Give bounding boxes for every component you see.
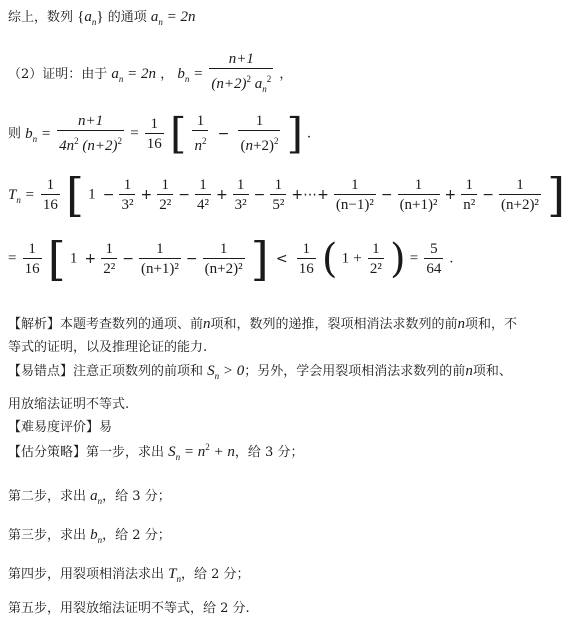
analysis-n1: n [203, 316, 211, 332]
tn-coef: $\frac{1}{16}$ [42, 176, 58, 213]
ineq-result: $\frac{5}{64}$ [426, 240, 442, 277]
part2-b-lhs: $b_n$ = [177, 66, 204, 84]
tn-sign-0: − [102, 186, 115, 203]
bn-coef: $\frac{1}{16}$ [146, 115, 162, 152]
ineq-coef: $\frac{1}{16}$ [24, 240, 40, 277]
errors-text3: 项和、 [472, 364, 512, 379]
ineq-sign-0: + [84, 250, 97, 267]
tn-frac-7: $\frac{1}{\text{n²}}$ [463, 176, 476, 213]
ineq-frac-1: $\frac{1}{\text{(n+1)²}}$ [140, 240, 179, 277]
tn-frac-2: $\frac{1}{\text{4²}}$ [196, 176, 209, 213]
analysis-line-1 [8, 313, 517, 333]
step4-math: $T_n$ [168, 566, 181, 584]
bn-line: 则 $b_n$ = $\frac{n+1}{4n^2 (n+2)^2}$ = $\frac{1}{16}$ [ $\frac{1}{n^2}$ − $\frac{1}{(n+2)^2}$ ] . [8, 109, 311, 158]
step4-post: ，给 2 分； [181, 567, 250, 582]
step2-math: $a_n$ [90, 488, 103, 506]
errors-line-1 [8, 360, 512, 381]
part2-end: ， [279, 67, 293, 82]
analysis-text2: 项和，数列的递推，裂项相消法求数列的前 [210, 317, 458, 332]
ineq-terms [81, 240, 246, 277]
tn-frac-8: $\frac{1}{\text{(n+2)²}}$ [500, 176, 539, 213]
part2-sep: ， [160, 67, 174, 82]
part2-line [8, 50, 292, 99]
tn-first: 1 [88, 186, 96, 203]
conclusion-prefix: 综上，数列 [8, 10, 74, 25]
analysis-text1: 本题考查数列的通项、前 [60, 317, 204, 332]
step2-pre: 第二步，求出 [8, 489, 87, 504]
step2-post: ，给 3 分； [102, 489, 171, 504]
part2-b-fraction: $\frac{n+1}{(n+2)^2 a_n^2}$ [211, 51, 272, 94]
step1-math: $S_n = n^2 + n$ [168, 442, 235, 462]
conclusion-middle: 的通项 [107, 10, 147, 25]
tn-frac-6: $\frac{1}{\text{(n+1)²}}$ [399, 176, 438, 213]
strategy-step-5 [8, 597, 250, 616]
tn-lhs: $T_n$ = [8, 186, 35, 205]
tn-sign-3: + [215, 186, 228, 203]
bn-term-1: $\frac{1}{n^2}$ [194, 113, 207, 154]
tn-frac-4: $\frac{1}{\text{5²}}$ [272, 176, 285, 213]
difficulty-value: 易 [99, 420, 113, 435]
step3-post: ，给 2 分； [102, 528, 171, 543]
ineq-end: . [449, 250, 454, 267]
tn-sign-1: + [140, 186, 153, 203]
tn-sign-8: − [482, 186, 494, 203]
bn-frac-1: $\frac{n+1}{4n^2 (n+2)^2}$ [59, 113, 123, 154]
tn-frac-0: $\frac{1}{\text{3²}}$ [121, 176, 134, 213]
tn-sign-5: +⋯+ [291, 186, 329, 203]
step5-text: 第五步，用裂放缩法证明不等式，给 2 分. [8, 601, 250, 616]
bn-prefix: 则 [8, 126, 22, 142]
difficulty-tag: 【难易度评价】 [8, 420, 100, 435]
bn-lhs: $b_n$ = [25, 125, 52, 144]
ineq-rhs-one: 1 [341, 250, 350, 267]
analysis-n2: n [457, 316, 466, 332]
tn-line: $T_n$ = $\frac{1}{16}$ [ 1 − $\frac{1}{\text{3²}}$ + $\frac{1}{\text{2²}}$ − $\frac{1}{\text{4²}}$ + $\frac{1}{\text{3²}}$ − $\frac{1}{\text{5²}}$ +⋯+ $\frac{1}{\text{(n−1)²}}$ − $\frac{1}{\text{(n+1)²}}$ + $\frac{1}{\text{n²}}$ − $\frac{1}{\text{(n+2)²}}$ ] [8, 168, 566, 222]
conclusion-line [8, 6, 195, 27]
tn-frac-3: $\frac{1}{\text{3²}}$ [234, 176, 247, 213]
errors-line-2 [8, 393, 129, 412]
ineq-rhs-plus: + [353, 250, 362, 267]
tn-sign-2: − [178, 186, 190, 203]
ineq-sign-2: − [185, 250, 198, 267]
analysis-text3: 项和，不 [465, 317, 518, 332]
errors-text1: 注意正项数列的前项和 [73, 364, 204, 379]
part2-a-eq: $a_n = 2n$ [111, 66, 157, 84]
errors-tag: 【易错点】 [8, 364, 74, 379]
ineq-sign-1: − [122, 250, 134, 267]
sequence-a-n: $\{a_n\}$ [77, 9, 104, 27]
analysis-text4: 等式的证明，以及推理论证的能力. [8, 340, 208, 355]
tn-frac-1: $\frac{1}{\text{2²}}$ [159, 176, 172, 213]
ineq-eq: = [8, 250, 17, 267]
ineq-lt: < [275, 250, 288, 267]
a-n-formula: $a_n = 2n$ [150, 9, 196, 27]
ineq-rhs-frac: $\frac{1}{\text{2²}}$ [369, 240, 382, 277]
strategy-tag: 【估分策略】 [8, 445, 87, 460]
strategy-step-3 [8, 524, 171, 545]
ineq-frac-2: $\frac{1}{\text{(n+2)²}}$ [204, 240, 243, 277]
errors-n: n [465, 363, 473, 379]
difficulty-line [8, 416, 112, 435]
inequality-line: = $\frac{1}{16}$ [ 1 + $\frac{1}{\text{2²}}$ − $\frac{1}{\text{(n+1)²}}$ − $\frac{1}{\text{(n+2)²}}$ ] < $\frac{1}{16}$ ( 1 + $\frac{1}{\text{2²}}$ ) = $\frac{5}{64}$ . [8, 232, 454, 286]
strategy-step-4 [8, 563, 250, 584]
step1-pre: 第一步，求出 [86, 445, 165, 460]
errors-text4: 用放缩法证明不等式. [8, 397, 130, 412]
errors-text2: ；另外，学会用裂项相消法求数列的前 [244, 364, 466, 379]
ineq-first: 1 [69, 250, 78, 267]
part2-label: （2）证明：由于 [8, 67, 108, 82]
analysis-tag: 【解析】 [8, 317, 61, 332]
tn-sign-7: + [444, 186, 457, 203]
errors-condition: $S_n > 0$ [207, 363, 245, 381]
analysis-line-2 [8, 336, 207, 355]
strategy-step-1 [8, 441, 303, 462]
strategy-step-2 [8, 485, 171, 506]
step4-pre: 第四步，用裂项相消法求出 [8, 567, 165, 582]
tn-sign-4: − [253, 186, 266, 203]
bn-term-2: $\frac{1}{(n+2)^2}$ [240, 113, 279, 154]
step1-post: ，给 3 分； [234, 445, 304, 460]
ineq-result-eq: = [409, 250, 419, 267]
step3-math: $b_n$ [90, 527, 103, 545]
tn-sign-6: − [380, 186, 393, 203]
ineq-rhs-coef: $\frac{1}{16}$ [298, 240, 314, 277]
ineq-frac-0: $\frac{1}{\text{2²}}$ [103, 240, 116, 277]
step3-pre: 第三步，求出 [8, 528, 87, 543]
tn-frac-5: $\frac{1}{\text{(n−1)²}}$ [335, 176, 374, 213]
